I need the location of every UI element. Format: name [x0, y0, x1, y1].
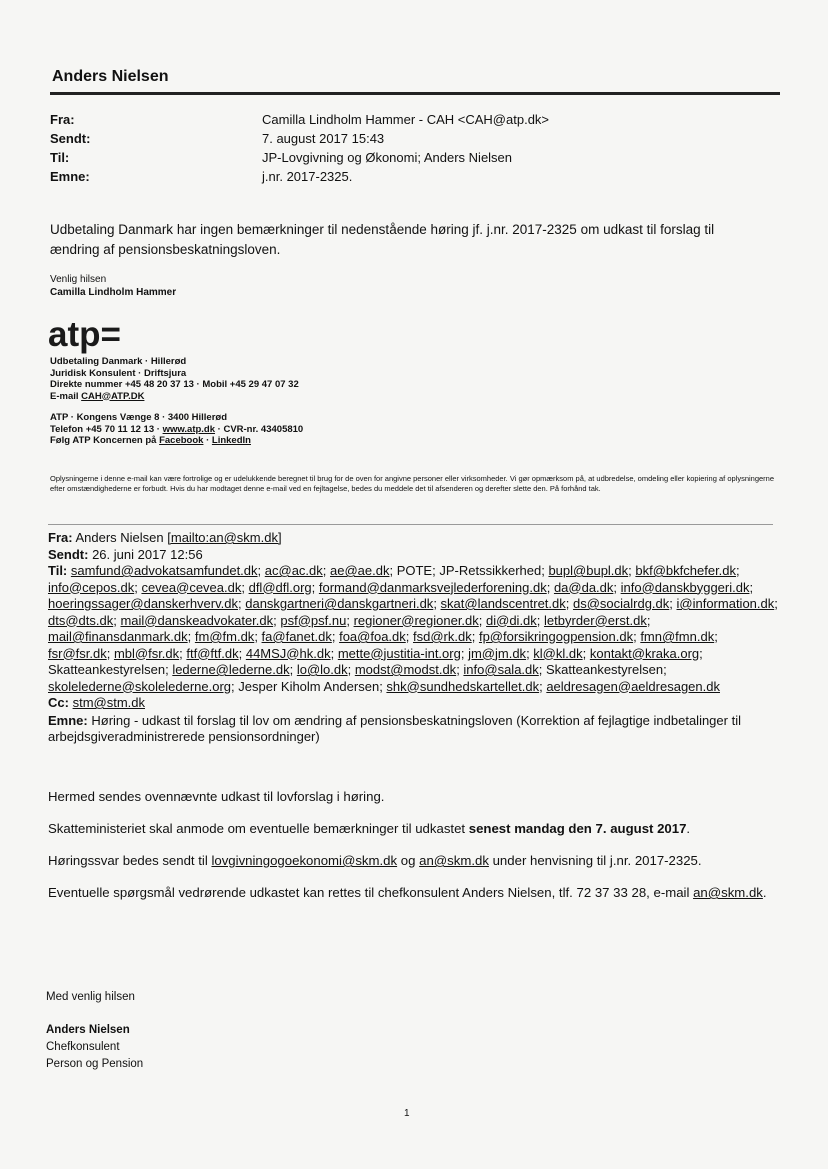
p2-deadline: senest mandag den 7. august 2017 — [468, 821, 687, 836]
fwd-body-paragraph-3 — [48, 852, 768, 869]
recipient-email-link[interactable]: hoeringssager@danskerhverv.dk — [48, 596, 238, 611]
recipient-email-link[interactable]: mail@danskeadvokater.dk — [120, 612, 274, 628]
to-value: JP-Lovgivning og Økonomi; Anders Nielsen — [262, 150, 513, 165]
fwd-to-label: Til: — [48, 563, 68, 578]
closing-title: Chefkonsulent — [46, 1041, 120, 1053]
atp-follow-line — [50, 435, 303, 447]
fwd-sent-label: Sendt: — [48, 546, 89, 562]
forward-body — [48, 788, 768, 916]
recipient-email-link[interactable]: fsr@fsr.dk — [48, 645, 107, 661]
recipient-name: JP-Retssikkerhed — [439, 563, 542, 578]
closing-name: Anders Nielsen — [46, 1024, 130, 1036]
to-label: Til: — [50, 150, 70, 165]
fwd-subject-value: Høring - udkast til forslag til lov om ændring af pensionsbeskatningsloven (Korrektion af fejlagtige indbetalinger til arbejdsgiveradministrerede pensionsordninger) — [48, 712, 741, 744]
from-label: Fra: — [50, 112, 75, 127]
atp-follow-prefix: Følg ATP Koncernen på — [50, 435, 160, 446]
fwd-body-paragraph-1: Hermed sendes ovennævnte udkast til lovforslag i høring. — [48, 789, 385, 804]
recipient-email-link[interactable]: letbyrder@erst.dk — [544, 612, 647, 628]
recipient-email-link[interactable]: bupl@bupl.dk — [548, 563, 629, 578]
recipient-email-link[interactable]: ae@ae.dk — [330, 563, 390, 578]
recipient-email-link[interactable]: fsd@rk.dk — [413, 629, 472, 644]
atp-address-line: ATP · Kongens Vænge 8 · 3400 Hillerød — [50, 412, 228, 423]
closing-signature — [46, 989, 143, 1073]
facebook-link[interactable]: Facebook — [159, 435, 204, 446]
recipient-email-link[interactable]: di@di.dk — [486, 612, 537, 628]
fwd-sent-line — [48, 547, 783, 564]
recipient-email-link[interactable]: skolelederne@skolelederne.org — [48, 678, 232, 694]
recipient-name: POTE — [396, 563, 433, 578]
fwd-from-label: Fra: — [48, 530, 73, 545]
reply-body-text: Udbetaling Danmark har ingen bemærkninger til nedenstående høring jf. j.nr. 2017-2325 om udkast til forslag til ændring af pensionsbeskatningsloven. — [50, 222, 715, 257]
recipient-email-link[interactable]: samfund@advokatsamfundet.dk — [70, 563, 258, 578]
fwd-subject-label: Emne: — [48, 712, 88, 728]
recipient-email-link[interactable]: cevea@cevea.dk — [141, 579, 242, 595]
atp-contact-line — [50, 424, 303, 436]
p3-email-link-1[interactable]: lovgivningogoekonomi@skm.dk — [211, 853, 398, 868]
p2-end: . — [686, 821, 691, 836]
greeting-text: Venlig hilsen — [50, 274, 107, 285]
fwd-to-line — [48, 563, 783, 695]
p3-pre: Høringssvar bedes sendt til — [48, 853, 212, 868]
atp-email-line — [50, 391, 303, 403]
recipient-email-link[interactable]: dfl@dfl.org — [248, 579, 312, 595]
recipient-email-link[interactable]: foa@foa.dk — [339, 629, 406, 644]
recipient-email-link[interactable]: info@cepos.dk — [48, 579, 135, 595]
header-rule — [50, 92, 780, 95]
recipient-email-link[interactable]: formand@danmarksvejlederforening.dk — [318, 579, 547, 595]
subject-label: Emne: — [50, 169, 90, 184]
sent-label: Sendt: — [50, 131, 91, 146]
atp-signature-block — [50, 356, 303, 447]
recipient-email-link[interactable]: dts@dts.dk — [48, 612, 114, 628]
atp-spacer — [50, 402, 303, 412]
p4-pre: Eventuelle spørgsmål vedrørende udkastet kan rettes til chefkonsulent Anders Nielsen, tlf. 72 37 33 28, e-mail — [48, 885, 694, 900]
atp-email-link[interactable]: CAH@ATP.DK — [81, 390, 145, 402]
recipient-email-link[interactable]: skat@landscentret.dk — [440, 596, 566, 611]
fwd-sent-value: 26. juni 2017 12:56 — [92, 546, 203, 562]
recipient-email-link[interactable]: ds@socialrdg.dk — [572, 596, 670, 611]
recipient-email-link[interactable]: fp@forsikringogpension.dk — [478, 629, 634, 644]
recipient-email-link[interactable]: lo@lo.dk — [296, 662, 348, 677]
p4-end: . — [762, 885, 767, 900]
reply-greeting — [50, 273, 176, 299]
recipient-email-link[interactable]: da@da.dk — [553, 579, 614, 595]
recipient-email-link[interactable]: mail@finansdanmark.dk — [48, 629, 188, 644]
recipient-name: Skatteankestyrelsen — [546, 662, 664, 677]
email-header-values — [262, 110, 549, 186]
recipient-email-link[interactable]: danskgartneri@danskgartneri.dk — [245, 596, 434, 611]
recipient-email-link[interactable]: modst@modst.dk — [354, 662, 457, 677]
atp-logo-text: atp= — [48, 318, 121, 354]
recipient-email-link[interactable]: ftf@ftf.dk — [186, 645, 239, 661]
atp-disclaimer: Oplysningerne i denne e-mail kan være fortrolige og er udelukkende beregnet til brug for de oven for angivne personer eller virksomheder. Vi gør opmærksom på, at udbredelse, omdeling eller kopiering af oplysningerne efter omstændighederne er forbudt. Hvis du har modtaget denne e-mail ved en fejltagelse, bedes du meddele det til afsenderen og derefter slette den. På forhånd tak. — [50, 474, 775, 493]
forwarded-header — [48, 530, 783, 746]
recipient-email-link[interactable]: info@danskbyggeri.dk — [620, 579, 750, 595]
recipient-email-link[interactable]: fa@fanet.dk — [261, 629, 332, 644]
recipient-email-link[interactable]: regioner@regioner.dk — [353, 612, 479, 628]
p4-email-link[interactable]: an@skm.dk — [693, 885, 763, 900]
p3-email-link-2[interactable]: an@skm.dk — [419, 853, 489, 868]
fwd-cc-line — [48, 695, 783, 712]
recipient-email-link[interactable]: jm@jm.dk — [468, 645, 527, 661]
closing-department: Person og Pension — [46, 1058, 144, 1070]
fwd-subject-line — [48, 713, 783, 746]
page-number: 1 — [404, 1108, 410, 1119]
recipient-email-link[interactable]: fmn@fmn.dk — [640, 629, 715, 644]
recipient-email-link[interactable]: mette@justitia-int.org — [337, 645, 461, 661]
recipient-email-link[interactable]: mbl@fsr.dk — [113, 645, 180, 661]
from-value: Camilla Lindholm Hammer - CAH <CAH@atp.dk> — [262, 112, 550, 127]
sender-name-heading: Anders Nielsen — [52, 68, 169, 85]
fwd-body-paragraph-4 — [48, 884, 768, 901]
recipient-email-link[interactable]: ac@ac.dk — [264, 563, 323, 578]
fwd-cc-link[interactable]: stm@stm.dk — [72, 695, 145, 710]
fwd-body-paragraph-2 — [48, 820, 768, 837]
greeting-signature-name: Camilla Lindholm Hammer — [50, 287, 177, 298]
atp-phone-prefix: Telefon +45 70 11 12 13 · — [50, 423, 163, 435]
forward-separator-rule — [48, 524, 773, 525]
fwd-recipient-list: samfund@advokatsamfundet.dk; ac@ac.dk; ae@ae.dk; POTE; JP-Retssikkerhed; bupl@bupl.dk; bkf@bkfchefer.dk; info@cepos.dk; cevea@cevea.dk; dfl@dfl.org; formand@danmarksvejlederforening.dk; da@da.dk; info@danskbyggeri.dk; hoeringssager@danskerhverv.dk; danskgartneri@danskgartneri.dk; skat@landscentret.dk; ds@socialrdg.dk; i@information.dk; dts@dts.dk; mail@danskeadvokater.dk; psf@psf.nu; regioner@regioner.dk; di@di.dk; letbyrder@erst.dk; mail@finansdanmark.dk; fm@fm.dk; fa@fanet.dk; foa@foa.dk; fsd@rk.dk; fp@forsikringogpension.dk; fmn@fmn.dk; fsr@fsr.dk; mbl@fsr.dk; ftf@ftf.dk; 44MSJ@hk.dk; mette@justitia-int.org; jm@jm.dk; kl@kl.dk; kontakt@kraka.org; Skatteankestyrelsen; lederne@lederne.dk; lo@lo.dk; modst@modst.dk; info@sala.dk; Skatteankestyrelsen; skolelederne@skolelederne.org; Jesper Kiholm Andersen; shk@sundhedskartellet.dk; aeldresagen@aeldresagen.dk — [48, 563, 778, 694]
recipient-email-link[interactable]: aeldresagen@aeldresagen.dk — [546, 678, 720, 694]
recipient-email-link[interactable]: kontakt@kraka.org — [589, 645, 700, 661]
recipient-name: Skatteankestyrelsen — [48, 662, 166, 677]
atp-cvr: · CVR-nr. 43405810 — [215, 423, 304, 435]
p3-mid: og — [397, 853, 420, 868]
fwd-from-mailto-link[interactable]: [mailto:an@skm.dk] — [167, 530, 282, 545]
recipient-email-link[interactable]: shk@sundhedskartellet.dk — [386, 678, 540, 694]
p2-text: Skatteministeriet skal anmode om eventuelle bemærkninger til udkastet — [48, 821, 469, 836]
atp-logo — [48, 318, 138, 356]
recipient-email-link[interactable]: kl@kl.dk — [533, 645, 583, 661]
recipient-email-link[interactable]: fm@fm.dk — [194, 629, 255, 644]
atp-email-label: E-mail — [50, 390, 82, 402]
fwd-from-line — [48, 530, 783, 547]
atp-website-link[interactable]: www.atp.dk — [162, 423, 216, 435]
recipient-email-link[interactable]: 44MSJ@hk.dk — [245, 645, 331, 661]
recipient-name: Jesper Kiholm Andersen — [238, 678, 380, 694]
atp-org-line: Udbetaling Danmark · Hillerød — [50, 356, 187, 367]
recipient-email-link[interactable]: psf@psf.nu — [280, 612, 347, 628]
recipient-email-link[interactable]: bkf@bkfchefer.dk — [635, 563, 737, 578]
atp-role-line: Juridisk Konsulent · Driftsjura — [50, 367, 187, 379]
sent-value: 7. august 2017 15:43 — [262, 131, 385, 146]
link-separator: · — [203, 435, 212, 446]
recipient-email-link[interactable]: info@sala.dk — [463, 662, 539, 677]
recipient-email-link[interactable]: lederne@lederne.dk — [172, 662, 290, 677]
closing-greeting: Med venlig hilsen — [46, 991, 135, 1003]
recipient-email-link[interactable]: i@information.dk — [676, 596, 775, 611]
atp-phone-line: Direkte nummer +45 48 20 37 13 · Mobil +45 29 47 07 32 — [50, 379, 299, 390]
subject-value: j.nr. 2017-2325. — [262, 169, 353, 184]
linkedin-link[interactable]: LinkedIn — [211, 435, 251, 446]
fwd-cc-label: Cc: — [48, 695, 69, 710]
p3-end: under henvisning til j.nr. 2017-2325. — [488, 853, 702, 868]
email-header-labels — [50, 110, 90, 186]
fwd-from-name: Anders Nielsen — [75, 530, 168, 545]
